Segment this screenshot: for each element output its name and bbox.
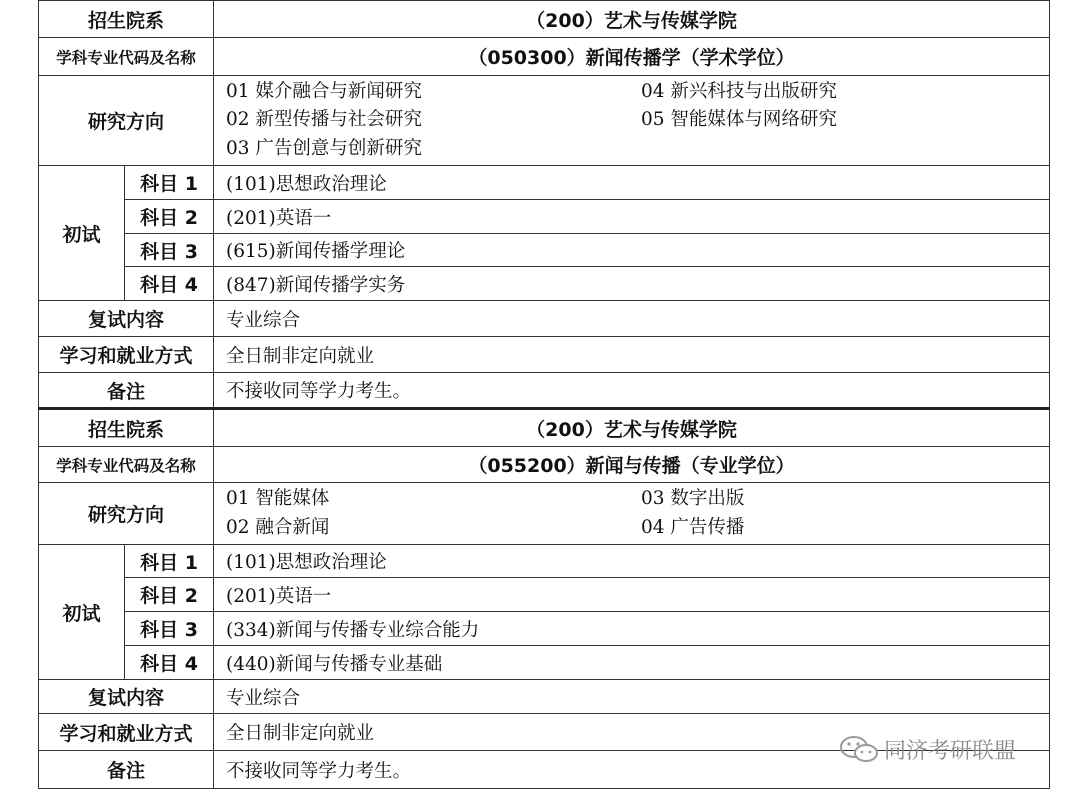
retest-row [39,301,1050,337]
watermark-text: 同济考研联盟 [884,738,1017,764]
note-label: 备注 [39,751,214,789]
subject-value: (201)英语一 [214,200,1050,234]
subject-value: (101)思想政治理论 [214,545,1050,578]
direction-row [39,76,1050,166]
retest-value: 专业综合 [214,301,1050,337]
subject-row [39,234,1050,267]
school-value: （200）艺术与传媒学院 [214,409,1050,447]
subject-row [39,545,1050,578]
mode-label: 学习和就业方式 [39,337,214,373]
note-value: 不接收同等学力考生。 [214,373,1050,409]
subject-label: 科目 4 [125,267,214,301]
subject-row [39,166,1050,200]
direction-row [39,483,1050,545]
exam-label: 初试 [39,545,125,680]
note-label: 备注 [39,373,214,409]
exam-label: 初试 [39,166,125,301]
mode-label: 学习和就业方式 [39,714,214,751]
school-label: 招生院系 [39,1,214,38]
subject-value: (101)思想政治理论 [214,166,1050,200]
school-row [39,1,1050,38]
school-label: 招生院系 [39,409,214,447]
major-value: （055200）新闻与传播（专业学位） [214,447,1050,483]
direction-label: 研究方向 [39,76,214,166]
subject-label: 科目 4 [125,646,214,680]
retest-value: 专业综合 [214,680,1050,714]
direction-item: 04 新兴科技与出版研究 [641,80,837,102]
school-value: （200）艺术与传媒学院 [214,1,1050,38]
subject-value: (201)英语一 [214,578,1050,612]
wechat-icon [838,734,880,764]
direction-item: 04 广告传播 [641,516,745,538]
major-value: （050300）新闻传播学（学术学位） [214,38,1050,76]
direction-list [214,76,1050,166]
subject-value: (615)新闻传播学理论 [214,234,1050,267]
subject-label: 科目 3 [125,612,214,646]
note-row [39,373,1050,409]
direction-item: 02 新型传播与社会研究 [226,109,422,131]
subject-label: 科目 2 [125,200,214,234]
watermark [838,732,1016,766]
major-row [39,447,1050,483]
retest-row [39,680,1050,714]
subject-label: 科目 2 [125,578,214,612]
subject-row [39,267,1050,301]
retest-label: 复试内容 [39,301,214,337]
direction-label: 研究方向 [39,483,214,545]
direction-item: 03 数字出版 [641,488,745,509]
direction-item: 03 广告创意与创新研究 [226,137,422,159]
major-label: 学科专业代码及名称 [39,447,214,483]
direction-item: 02 融合新闻 [226,516,330,538]
major-row [39,38,1050,76]
direction-item: 01 媒介融合与新闻研究 [226,80,422,102]
subject-value: (334)新闻与传播专业综合能力 [214,612,1050,646]
direction-item: 01 智能媒体 [226,488,330,509]
retest-label: 复试内容 [39,680,214,714]
mode-value: 全日制非定向就业 [214,337,1050,373]
subject-value: (440)新闻与传播专业基础 [214,646,1050,680]
direction-list [214,483,1050,545]
subject-row [39,646,1050,680]
mode-value: 全日制非定向就业 [214,714,1050,751]
school-row [39,409,1050,447]
subject-row [39,578,1050,612]
subject-label: 科目 1 [125,166,214,200]
subject-row [39,200,1050,234]
mode-row [39,337,1050,373]
subject-value: (847)新闻传播学实务 [214,267,1050,301]
direction-item: 05 智能媒体与网络研究 [641,109,837,131]
subject-row [39,612,1050,646]
subject-label: 科目 1 [125,545,214,578]
note-value: 不接收同等学力考生。 [214,751,1050,789]
admissions-table [38,0,1050,789]
subject-label: 科目 3 [125,234,214,267]
major-label: 学科专业代码及名称 [39,38,214,76]
